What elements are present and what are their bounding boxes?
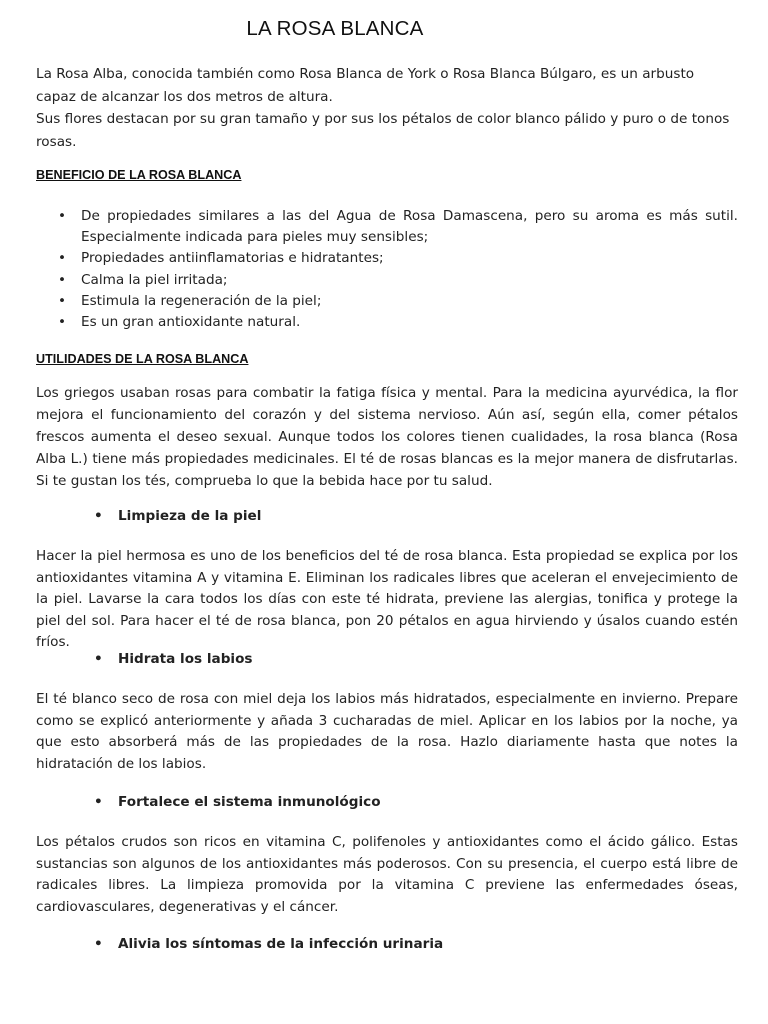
list-item	[36, 206, 738, 248]
bullet-icon: •	[58, 271, 67, 288]
intro-paragraph-1: La Rosa Alba, conocida también como Rosa Blanca de York o Rosa Blanca Búlgaro, es un arbusto capaz de alcanzar los dos metros de altura.	[36, 66, 695, 105]
section-title-urinary	[94, 936, 443, 952]
section-title-text: Alivia los síntomas de la infección urinaria	[118, 936, 444, 952]
bullet-icon: •	[58, 250, 67, 267]
list-item-text: De propiedades similares a las del Agua de Rosa Damascena, pero su aroma es más sutil. Especialmente indicada para pieles muy sensibles;	[81, 208, 738, 246]
section-title-text: Fortalece el sistema inmunológico	[118, 794, 381, 810]
section-text-immune: Los pétalos crudos son ricos en vitamina C, polifenoles y antioxidantes como el ácido gálico. Estas sustancias son algunos de los antioxidantes más poderosos. Con su presencia, el cuerpo está libre de radicales libres. La limpieza promovida por la vitamina C previene las enfermedades óseas, cardiovasculares, degenerativas y el cáncer.	[36, 834, 738, 915]
bullet-icon: •	[58, 208, 67, 224]
bullet-icon: •	[94, 508, 103, 524]
list-item	[36, 312, 738, 333]
bullet-icon: •	[58, 292, 67, 309]
list-item-text: Calma la piel irritada;	[81, 271, 228, 288]
benefits-heading: BENEFICIO DE LA ROSA BLANCA	[36, 168, 242, 182]
section-text-skin: Hacer la piel hermosa es uno de los beneficios del té de rosa blanca. Esta propiedad se explica por los antioxidantes vitamina A y vitamina E. Eliminan los radicales libres que aceleran el envejecimiento de la piel. Lavarse la cara todos los días con este té hidrata, previene las alergias, tonifica y protege la piel del sol. Para hacer el té de rosa blanca, pon 20 pétalos en agua hirviendo y úsalos cuando estén fríos.	[36, 548, 738, 650]
intro-paragraph-2: Sus flores destacan por su gran tamaño y por sus los pétalos de color blanco pálido y puro o de tonos rosas.	[36, 111, 730, 150]
section-title-text: Limpieza de la piel	[118, 508, 262, 524]
list-item-text: Es un gran antioxidante natural.	[81, 314, 301, 331]
bullet-icon: •	[94, 794, 103, 810]
benefits-list	[36, 206, 738, 333]
list-item	[36, 291, 738, 312]
list-item-text: Propiedades antiinflamatorias e hidratantes;	[81, 250, 384, 267]
uses-paragraph: Los griegos usaban rosas para combatir la fatiga física y mental. Para la medicina ayurvédica, la flor mejora el funcionamiento del corazón y del sistema nervioso. Aún así, según ella, comer pétalos frescos aumenta el deseo sexual. Aunque todos los colores tienen cualidades, la rosa blanca (Rosa Alba L.) tiene más propiedades medicinales. El té de rosas blancas es la mejor manera de disfrutarlas. Si te gustan los tés, comprueba lo que la bebida hace por tu salud.	[36, 385, 738, 489]
bullet-icon: •	[94, 651, 103, 667]
section-title-skin	[94, 508, 261, 524]
section-title-lips	[94, 651, 253, 667]
list-item	[36, 248, 738, 269]
section-title-text: Hidrata los labios	[118, 651, 253, 667]
list-item	[36, 270, 738, 291]
uses-heading: UTILIDADES DE LA ROSA BLANCA	[36, 352, 249, 366]
bullet-icon: •	[94, 936, 103, 952]
intro-block	[36, 63, 738, 153]
list-item-text: Estimula la regeneración de la piel;	[81, 292, 322, 309]
bullet-icon: •	[58, 314, 67, 331]
section-title-immune	[94, 794, 381, 810]
section-text-lips: El té blanco seco de rosa con miel deja los labios más hidratados, especialmente en invierno. Prepare como se explicó anteriormente y añada 3 cucharadas de miel. Aplicar en los labios por la noche, ya que esto absorberá más de las propiedades de la rosa. Hazlo diariamente hasta que notes la hidratación de los labios.	[36, 691, 738, 772]
document-title: LA ROSA BLANCA	[246, 17, 424, 40]
